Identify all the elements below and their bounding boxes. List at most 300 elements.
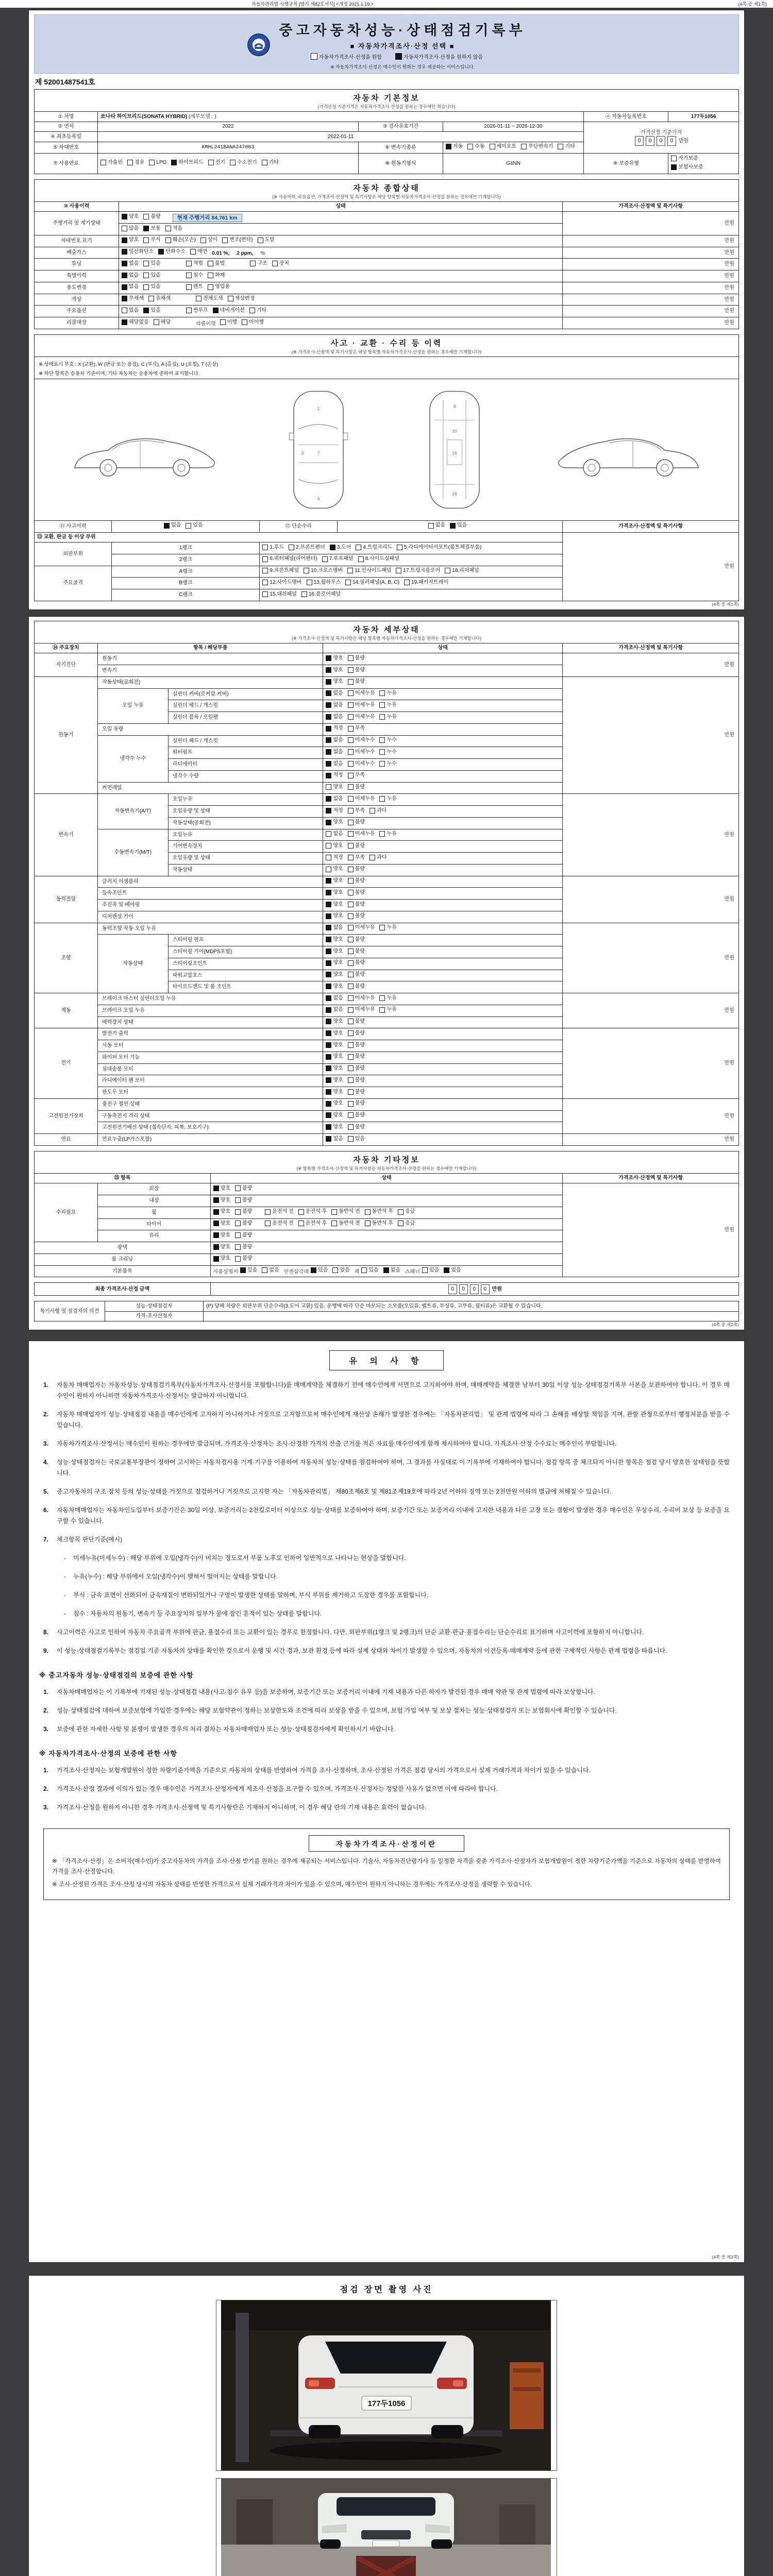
checkbox-option[interactable] [326, 678, 343, 685]
checkbox-icon[interactable] [154, 319, 159, 325]
checkbox-icon[interactable] [348, 843, 354, 849]
checkbox-option[interactable] [298, 1220, 327, 1227]
checkbox-icon[interactable] [348, 984, 354, 989]
checkbox-option[interactable] [348, 1136, 365, 1143]
checkbox-icon[interactable] [242, 319, 247, 325]
checkbox-icon[interactable] [348, 749, 354, 755]
checkbox-option[interactable] [348, 749, 375, 756]
checkbox-checked-icon[interactable] [171, 160, 177, 165]
checkbox-icon[interactable] [348, 878, 354, 884]
checkbox-option[interactable] [143, 272, 160, 279]
checkbox-option[interactable] [379, 831, 396, 838]
checkbox-option[interactable] [186, 283, 203, 291]
checkbox-icon[interactable] [311, 53, 317, 60]
checkbox-icon[interactable] [235, 1244, 241, 1250]
checkbox-checked-icon[interactable] [122, 249, 127, 255]
checkbox-icon[interactable] [348, 667, 354, 673]
checkbox-icon[interactable] [396, 568, 401, 573]
checkbox-icon[interactable] [326, 867, 331, 872]
checkbox-icon[interactable] [265, 1209, 271, 1215]
checkbox-option[interactable] [186, 307, 208, 314]
checkbox-option[interactable] [326, 866, 343, 873]
checkbox-icon[interactable] [379, 714, 385, 720]
checkbox-option[interactable] [158, 248, 186, 256]
checkbox-icon[interactable] [379, 749, 385, 755]
checkbox-option[interactable] [289, 544, 325, 551]
checkbox-icon[interactable] [186, 261, 192, 266]
checkbox-checked-icon[interactable] [383, 1267, 389, 1273]
checkbox-option[interactable] [397, 544, 481, 551]
checkbox-icon[interactable] [348, 1042, 354, 1048]
checkbox-icon[interactable] [404, 580, 410, 585]
checkbox-option[interactable] [122, 225, 139, 232]
checkbox-option[interactable] [326, 936, 343, 943]
checkbox-option[interactable] [298, 1208, 327, 1215]
checkbox-option[interactable] [213, 1255, 230, 1262]
checkbox-icon[interactable] [348, 867, 354, 872]
checkbox-option[interactable] [331, 1220, 360, 1227]
checkbox-option[interactable] [326, 971, 343, 978]
checkbox-option[interactable] [348, 901, 365, 908]
checkbox-option[interactable] [326, 760, 343, 768]
checkbox-option[interactable] [200, 236, 217, 244]
checkbox-option[interactable] [348, 1077, 365, 1084]
checkbox-option[interactable] [348, 936, 365, 943]
checkbox-checked-icon[interactable] [213, 1209, 219, 1215]
checkbox-option[interactable] [348, 1112, 365, 1119]
checkbox-option[interactable] [348, 889, 365, 896]
checkbox-icon[interactable] [348, 1101, 354, 1107]
checkbox-icon[interactable] [348, 913, 354, 919]
checkbox-option[interactable] [396, 567, 440, 574]
checkbox-checked-icon[interactable] [326, 1101, 331, 1107]
checkbox-option[interactable] [165, 225, 182, 232]
checkbox-option[interactable] [272, 260, 289, 267]
checkbox-option[interactable] [348, 1053, 365, 1060]
checkbox-icon[interactable] [143, 273, 149, 278]
checkbox-checked-icon[interactable] [326, 1136, 331, 1142]
checkbox-option[interactable] [348, 678, 365, 685]
checkbox-checked-icon[interactable] [671, 164, 677, 170]
checkbox-option[interactable] [122, 248, 154, 256]
checkbox-option[interactable] [262, 591, 297, 598]
checkbox-checked-icon[interactable] [326, 995, 331, 1001]
checkbox-checked-icon[interactable] [326, 702, 331, 708]
checkbox-checked-icon[interactable] [326, 1077, 331, 1083]
checkbox-option[interactable] [100, 159, 123, 166]
checkbox-option[interactable] [348, 760, 375, 768]
checkbox-checked-icon[interactable] [326, 667, 331, 673]
checkbox-option[interactable] [235, 1232, 252, 1239]
checkbox-option[interactable] [326, 1053, 343, 1060]
checkbox-checked-icon[interactable] [326, 902, 331, 907]
checkbox-icon[interactable] [348, 796, 354, 802]
checkbox-option[interactable] [186, 260, 203, 267]
checkbox-icon[interactable] [143, 284, 149, 290]
checkbox-checked-icon[interactable] [213, 1232, 219, 1238]
checkbox-option[interactable] [348, 854, 365, 861]
checkbox-option[interactable] [122, 236, 139, 244]
checkbox-option[interactable] [235, 1208, 252, 1215]
checkbox-option[interactable] [348, 725, 365, 732]
checkbox-option[interactable] [326, 690, 343, 697]
checkbox-checked-icon[interactable] [213, 1185, 219, 1191]
checkbox-option[interactable] [326, 784, 343, 791]
checkbox-icon[interactable] [365, 1209, 371, 1215]
checkbox-icon[interactable] [186, 273, 192, 278]
checkbox-checked-icon[interactable] [213, 1244, 219, 1250]
checkbox-icon[interactable] [348, 1065, 354, 1071]
checkbox-option[interactable] [348, 690, 375, 697]
checkbox-icon[interactable] [467, 144, 473, 149]
checkbox-option[interactable] [265, 1208, 293, 1215]
checkbox-icon[interactable] [331, 1209, 337, 1215]
checkbox-icon[interactable] [348, 1019, 354, 1024]
checkbox-icon[interactable] [127, 160, 133, 165]
checkbox-checked-icon[interactable] [326, 1112, 331, 1118]
checkbox-checked-icon[interactable] [122, 296, 127, 301]
checkbox-option[interactable] [422, 1267, 439, 1274]
checkbox-checked-icon[interactable] [326, 1124, 331, 1130]
checkbox-checked-icon[interactable] [326, 761, 331, 767]
checkbox-option[interactable] [235, 1244, 252, 1251]
checkbox-icon[interactable] [143, 214, 149, 219]
checkbox-option[interactable] [240, 1267, 257, 1274]
checkbox-option[interactable] [428, 522, 445, 529]
checkbox-option[interactable] [235, 1220, 252, 1227]
price-option-checkbox[interactable] [311, 53, 382, 60]
checkbox-option[interactable] [326, 1089, 343, 1096]
checkbox-icon[interactable] [345, 580, 351, 585]
checkbox-option[interactable] [330, 544, 351, 551]
checkbox-icon[interactable] [331, 1221, 337, 1226]
checkbox-icon[interactable] [235, 1221, 241, 1226]
checkbox-icon[interactable] [348, 773, 354, 778]
checkbox-icon[interactable] [208, 160, 214, 165]
checkbox-option[interactable] [490, 143, 517, 150]
checkbox-option[interactable] [242, 319, 264, 326]
checkbox-option[interactable] [348, 1124, 365, 1131]
checkbox-option[interactable] [348, 866, 365, 873]
checkbox-option[interactable] [304, 567, 343, 574]
checkbox-option[interactable] [348, 807, 365, 815]
checkbox-icon[interactable] [200, 238, 206, 243]
checkbox-option[interactable] [213, 1232, 230, 1239]
checkbox-option[interactable] [143, 283, 160, 291]
checkbox-icon[interactable] [262, 1267, 267, 1273]
checkbox-option[interactable] [348, 948, 365, 955]
checkbox-checked-icon[interactable] [122, 273, 127, 278]
checkbox-option[interactable] [326, 901, 343, 908]
checkbox-option[interactable] [154, 319, 171, 326]
checkbox-icon[interactable] [165, 226, 171, 231]
checkbox-option[interactable] [301, 591, 341, 598]
checkbox-option[interactable] [379, 924, 396, 931]
checkbox-option[interactable] [365, 1208, 393, 1215]
checkbox-icon[interactable] [379, 995, 385, 1001]
checkbox-option[interactable] [149, 159, 166, 166]
checkbox-icon[interactable] [348, 995, 354, 1001]
checkbox-option[interactable] [467, 143, 484, 150]
checkbox-option[interactable] [127, 159, 144, 166]
checkbox-option[interactable] [322, 555, 354, 563]
checkbox-icon[interactable] [298, 1209, 304, 1215]
checkbox-option[interactable] [230, 159, 257, 166]
checkbox-option[interactable] [445, 567, 479, 574]
checkbox-icon[interactable] [307, 580, 312, 585]
checkbox-icon[interactable] [348, 1007, 354, 1013]
checkbox-icon[interactable] [397, 545, 402, 550]
checkbox-icon[interactable] [100, 160, 106, 165]
checkbox-option[interactable] [398, 1220, 415, 1227]
checkbox-option[interactable] [122, 283, 139, 291]
checkbox-option[interactable] [348, 737, 375, 744]
checkbox-option[interactable] [326, 714, 343, 721]
checkbox-icon[interactable] [348, 761, 354, 767]
checkbox-icon[interactable] [369, 855, 375, 860]
checkbox-icon[interactable] [348, 690, 354, 696]
checkbox-option[interactable] [326, 1100, 343, 1107]
checkbox-option[interactable] [558, 143, 575, 150]
checkbox-icon[interactable] [262, 545, 268, 550]
checkbox-option[interactable] [369, 807, 386, 815]
checkbox-option[interactable] [361, 1267, 378, 1274]
checkbox-option[interactable] [213, 1220, 230, 1227]
checkbox-option[interactable] [213, 1208, 230, 1215]
checkbox-option[interactable] [379, 714, 396, 721]
checkbox-icon[interactable] [379, 1007, 385, 1013]
checkbox-icon[interactable] [265, 1221, 271, 1226]
checkbox-icon[interactable] [379, 761, 385, 767]
checkbox-option[interactable] [326, 772, 343, 779]
checkbox-icon[interactable] [326, 843, 331, 849]
checkbox-icon[interactable] [230, 160, 236, 165]
checkbox-checked-icon[interactable] [326, 1089, 331, 1095]
checkbox-option[interactable] [235, 1197, 252, 1204]
checkbox-option[interactable] [326, 842, 343, 850]
checkbox-option[interactable] [213, 1244, 230, 1251]
checkbox-option[interactable] [164, 522, 181, 529]
checkbox-option[interactable] [326, 983, 343, 990]
checkbox-icon[interactable] [122, 308, 127, 313]
checkbox-option[interactable] [348, 1065, 365, 1072]
checkbox-option[interactable] [326, 995, 343, 1002]
checkbox-checked-icon[interactable] [446, 144, 451, 149]
checkbox-icon[interactable] [186, 284, 192, 290]
checkbox-option[interactable] [326, 1030, 343, 1037]
checkbox-icon[interactable] [395, 53, 402, 60]
checkbox-option[interactable] [148, 295, 171, 302]
checkbox-icon[interactable] [348, 808, 354, 814]
checkbox-option[interactable] [326, 1006, 343, 1013]
checkbox-option[interactable] [326, 1018, 343, 1025]
checkbox-option[interactable] [326, 737, 343, 744]
checkbox-icon[interactable] [348, 1054, 354, 1060]
checkbox-checked-icon[interactable] [164, 523, 170, 529]
checkbox-option[interactable] [348, 1100, 365, 1107]
checkbox-icon[interactable] [332, 1267, 338, 1273]
checkbox-icon[interactable] [348, 948, 354, 954]
checkbox-option[interactable] [348, 877, 365, 885]
checkbox-icon[interactable] [262, 580, 268, 585]
checkbox-checked-icon[interactable] [326, 679, 331, 685]
checkbox-icon[interactable] [326, 831, 331, 837]
checkbox-option[interactable] [348, 714, 375, 721]
checkbox-option[interactable] [326, 702, 343, 709]
checkbox-checked-icon[interactable] [330, 545, 335, 550]
checkbox-icon[interactable] [298, 1221, 304, 1226]
checkbox-checked-icon[interactable] [326, 937, 331, 942]
checkbox-icon[interactable] [289, 545, 294, 550]
checkbox-checked-icon[interactable] [326, 726, 331, 732]
checkbox-checked-icon[interactable] [326, 878, 331, 884]
checkbox-option[interactable] [345, 579, 399, 586]
checkbox-option[interactable] [208, 260, 225, 267]
checkbox-option[interactable] [347, 567, 391, 574]
checkbox-icon[interactable] [558, 144, 563, 149]
checkbox-checked-icon[interactable] [311, 1267, 316, 1273]
checkbox-option[interactable] [356, 544, 392, 551]
checkbox-icon[interactable] [235, 1232, 241, 1238]
checkbox-checked-icon[interactable] [122, 238, 127, 243]
checkbox-option[interactable] [379, 749, 396, 756]
checkbox-option[interactable] [348, 772, 365, 779]
checkbox-icon[interactable] [379, 796, 385, 802]
checkbox-option[interactable] [348, 983, 365, 990]
checkbox-icon[interactable] [250, 261, 256, 266]
checkbox-option[interactable] [348, 795, 375, 803]
checkbox-icon[interactable] [143, 238, 149, 243]
checkbox-option[interactable] [186, 522, 203, 529]
checkbox-option[interactable] [265, 1220, 293, 1227]
checkbox-checked-icon[interactable] [444, 1267, 449, 1273]
checkbox-icon[interactable] [379, 831, 385, 837]
checkbox-option[interactable] [250, 260, 267, 267]
checkbox-option[interactable] [404, 579, 448, 586]
checkbox-icon[interactable] [122, 226, 127, 231]
checkbox-option[interactable] [369, 854, 386, 861]
checkbox-option[interactable] [228, 295, 255, 302]
checkbox-icon[interactable] [165, 238, 171, 243]
checkbox-option[interactable] [326, 1065, 343, 1072]
checkbox-option[interactable] [379, 760, 396, 768]
checkbox-checked-icon[interactable] [326, 1054, 331, 1060]
checkbox-icon[interactable] [143, 261, 149, 266]
checkbox-option[interactable] [326, 948, 343, 955]
checkbox-option[interactable] [398, 1208, 415, 1215]
checkbox-icon[interactable] [301, 591, 307, 597]
checkbox-option[interactable] [365, 1220, 393, 1227]
checkbox-option[interactable] [208, 272, 225, 279]
checkbox-checked-icon[interactable] [326, 1030, 331, 1036]
checkbox-checked-icon[interactable] [326, 972, 331, 977]
checkbox-checked-icon[interactable] [213, 1197, 219, 1203]
checkbox-option[interactable] [326, 959, 343, 967]
checkbox-checked-icon[interactable] [326, 1065, 331, 1071]
checkbox-checked-icon[interactable] [326, 925, 331, 930]
checkbox-checked-icon[interactable] [326, 1019, 331, 1024]
checkbox-option[interactable] [262, 567, 299, 574]
checkbox-icon[interactable] [235, 1185, 241, 1191]
checkbox-icon[interactable] [348, 1089, 354, 1095]
checkbox-icon[interactable] [365, 1221, 371, 1226]
checkbox-icon[interactable] [348, 1124, 354, 1130]
checkbox-option[interactable] [213, 1185, 230, 1192]
checkbox-icon[interactable] [190, 249, 196, 255]
checkbox-option[interactable] [326, 655, 343, 662]
checkbox-option[interactable] [326, 749, 343, 756]
checkbox-icon[interactable] [235, 1197, 241, 1203]
checkbox-icon[interactable] [348, 655, 354, 661]
price-option-checkbox[interactable] [395, 53, 483, 60]
checkbox-checked-icon[interactable] [213, 1221, 219, 1226]
checkbox-option[interactable] [122, 213, 139, 221]
checkbox-option[interactable] [186, 272, 203, 279]
checkbox-option[interactable] [358, 555, 399, 563]
checkbox-icon[interactable] [235, 1256, 241, 1262]
checkbox-option[interactable] [332, 1267, 349, 1274]
checkbox-option[interactable] [122, 272, 139, 279]
checkbox-checked-icon[interactable] [326, 1042, 331, 1048]
checkbox-option[interactable] [208, 283, 230, 291]
checkbox-option[interactable] [262, 544, 284, 551]
checkbox-icon[interactable] [521, 144, 527, 149]
checkbox-option[interactable] [258, 236, 275, 244]
checkbox-option[interactable] [379, 1006, 396, 1013]
checkbox-option[interactable] [222, 236, 253, 244]
checkbox-option[interactable] [348, 1089, 365, 1096]
checkbox-checked-icon[interactable] [213, 308, 219, 313]
checkbox-option[interactable] [326, 667, 343, 674]
checkbox-checked-icon[interactable] [326, 655, 331, 661]
checkbox-icon[interactable] [445, 568, 450, 573]
checkbox-option[interactable] [671, 164, 703, 171]
checkbox-checked-icon[interactable] [122, 214, 127, 219]
checkbox-icon[interactable] [208, 284, 213, 290]
checkbox-icon[interactable] [348, 972, 354, 977]
checkbox-option[interactable] [190, 248, 207, 256]
checkbox-option[interactable] [446, 143, 463, 150]
checkbox-icon[interactable] [379, 690, 385, 696]
checkbox-option[interactable] [326, 1042, 343, 1049]
checkbox-icon[interactable] [369, 808, 375, 814]
checkbox-option[interactable] [379, 702, 396, 709]
checkbox-option[interactable] [220, 319, 237, 326]
checkbox-option[interactable] [348, 702, 375, 709]
checkbox-option[interactable] [348, 995, 375, 1002]
checkbox-option[interactable] [348, 912, 365, 920]
checkbox-icon[interactable] [347, 568, 353, 573]
checkbox-icon[interactable] [348, 890, 354, 895]
checkbox-option[interactable] [143, 260, 160, 267]
checkbox-option[interactable] [326, 1136, 343, 1143]
checkbox-icon[interactable] [348, 702, 354, 708]
checkbox-icon[interactable] [326, 784, 331, 790]
checkbox-icon[interactable] [149, 160, 155, 165]
checkbox-checked-icon[interactable] [122, 284, 127, 290]
checkbox-option[interactable] [262, 159, 279, 166]
checkbox-option[interactable] [326, 877, 343, 885]
checkbox-option[interactable] [122, 307, 139, 314]
checkbox-icon[interactable] [348, 1077, 354, 1083]
checkbox-checked-icon[interactable] [326, 890, 331, 895]
checkbox-option[interactable] [521, 143, 553, 150]
checkbox-option[interactable] [326, 1124, 343, 1131]
checkbox-icon[interactable] [428, 523, 434, 529]
checkbox-icon[interactable] [348, 1112, 354, 1118]
checkbox-checked-icon[interactable] [122, 319, 127, 325]
checkbox-checked-icon[interactable] [326, 948, 331, 954]
